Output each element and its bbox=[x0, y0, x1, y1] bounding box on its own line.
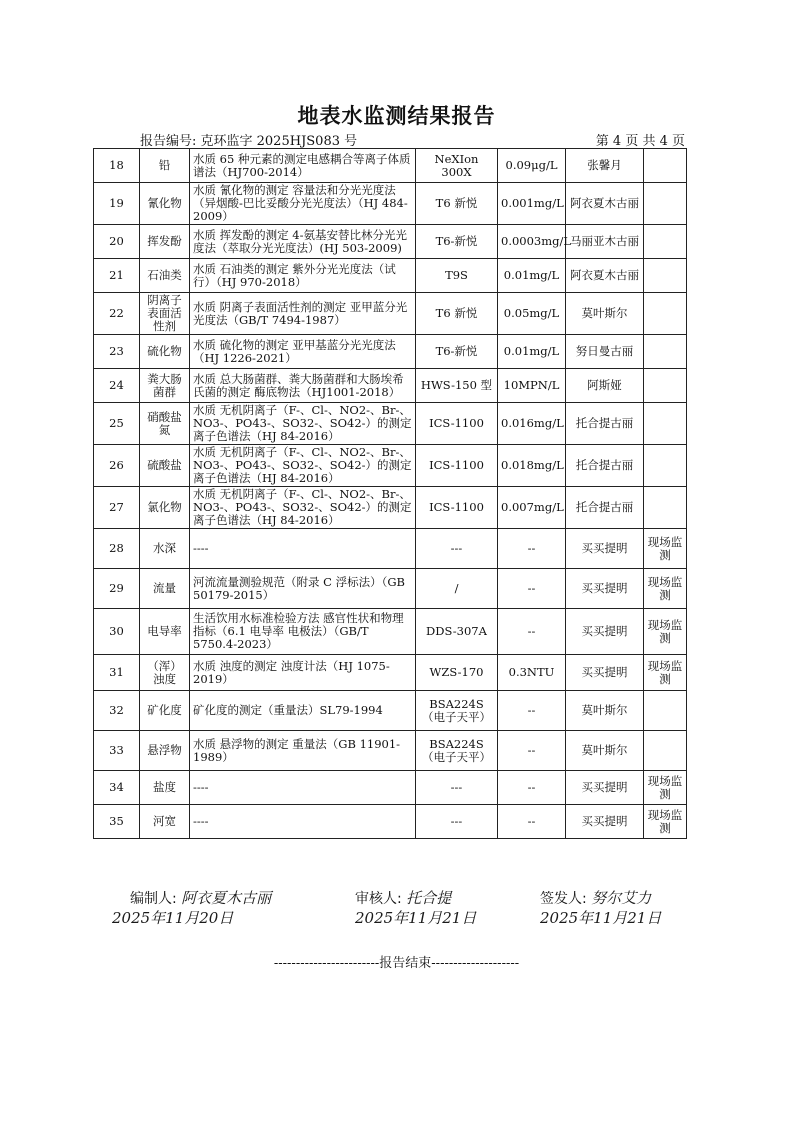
test-method-cell: 水质 无机阴离子（F-、Cl-、NO2-、Br-、NO3-、PO43-、SO32-、SO42-）的测定 离子色谱法（HJ 84-2016） bbox=[190, 403, 416, 445]
row-number-cell: 22 bbox=[94, 293, 140, 335]
analyst-cell: 买买提明 bbox=[566, 569, 644, 609]
row-number-cell: 29 bbox=[94, 569, 140, 609]
analyst-cell: 张馨月 bbox=[566, 149, 644, 183]
table-row bbox=[94, 487, 687, 529]
analyst-cell: 莫叶斯尔 bbox=[566, 691, 644, 731]
remark-cell bbox=[644, 403, 687, 445]
test-method-cell: 水质 挥发酚的测定 4-氨基安替比林分光光度法（萃取分光光度法）(HJ 503-2009) bbox=[190, 225, 416, 259]
test-method-cell: 河流流量测验规范（附录 C 浮标法）（GB 50179-2015） bbox=[190, 569, 416, 609]
analyst-cell: 买买提明 bbox=[566, 805, 644, 839]
detection-limit-cell: -- bbox=[498, 569, 566, 609]
test-method-cell: 水质 65 种元素的测定电感耦合等离子体质谱法（HJ700-2014） bbox=[190, 149, 416, 183]
parameter-name-cell: 矿化度 bbox=[140, 691, 190, 731]
remark-cell bbox=[644, 293, 687, 335]
row-number-cell: 28 bbox=[94, 529, 140, 569]
table-row bbox=[94, 805, 687, 839]
instrument-cell: ICS-1100 bbox=[416, 403, 498, 445]
detection-limit-cell: 0.05mg/L bbox=[498, 293, 566, 335]
test-method-cell: 水质 硫化物的测定 亚甲基蓝分光光度法（HJ 1226-2021） bbox=[190, 335, 416, 369]
detection-limit-cell: 0.0003mg/L bbox=[498, 225, 566, 259]
row-number-cell: 26 bbox=[94, 445, 140, 487]
parameter-name-cell: 铅 bbox=[140, 149, 190, 183]
parameter-name-cell: 硝酸盐氮 bbox=[140, 403, 190, 445]
detection-limit-cell: 0.3NTU bbox=[498, 655, 566, 691]
instrument-cell: / bbox=[416, 569, 498, 609]
remark-cell: 现场监测 bbox=[644, 805, 687, 839]
instrument-cell: WZS-170 bbox=[416, 655, 498, 691]
row-number-cell: 24 bbox=[94, 369, 140, 403]
instrument-cell: T6 新悦 bbox=[416, 183, 498, 225]
test-method-cell: 水质 悬浮物的测定 重量法（GB 11901-1989） bbox=[190, 731, 416, 771]
table-row bbox=[94, 691, 687, 731]
analyst-cell: 托合提古丽 bbox=[566, 403, 644, 445]
table-row bbox=[94, 445, 687, 487]
test-method-cell: 水质 阴离子表面活性剂的测定 亚甲蓝分光光度法（GB/T 7494-1987） bbox=[190, 293, 416, 335]
row-number-cell: 23 bbox=[94, 335, 140, 369]
reviewer-date: 2025年11月21日 bbox=[355, 909, 477, 927]
issuer-label: 签发人: bbox=[540, 891, 587, 907]
parameter-name-cell: 流量 bbox=[140, 569, 190, 609]
test-method-cell: 水质 总大肠菌群、粪大肠菌群和大肠埃希氏菌的测定 酶底物法（HJ1001-2018） bbox=[190, 369, 416, 403]
instrument-cell: HWS-150 型 bbox=[416, 369, 498, 403]
parameter-name-cell: 悬浮物 bbox=[140, 731, 190, 771]
page-indicator: 第 4 页 共 4 页 bbox=[595, 134, 685, 149]
analyst-cell: 买买提明 bbox=[566, 529, 644, 569]
remark-cell bbox=[644, 691, 687, 731]
compiler-label: 编制人: bbox=[130, 891, 177, 907]
remark-cell bbox=[644, 149, 687, 183]
analyst-cell: 买买提明 bbox=[566, 771, 644, 805]
reviewer-signature: 托合提 bbox=[406, 889, 452, 907]
parameter-name-cell: 石油类 bbox=[140, 259, 190, 293]
detection-limit-cell: 0.001mg/L bbox=[498, 183, 566, 225]
instrument-cell: T6-新悦 bbox=[416, 225, 498, 259]
instrument-cell: ICS-1100 bbox=[416, 445, 498, 487]
analyst-cell: 买买提明 bbox=[566, 655, 644, 691]
parameter-name-cell: 氰化物 bbox=[140, 183, 190, 225]
instrument-cell: --- bbox=[416, 771, 498, 805]
parameter-name-cell: 硫酸盐 bbox=[140, 445, 190, 487]
parameter-name-cell: 硫化物 bbox=[140, 335, 190, 369]
results-table bbox=[93, 148, 687, 839]
compiler-date: 2025年11月20日 bbox=[112, 909, 234, 927]
remark-cell bbox=[644, 731, 687, 771]
analyst-cell: 马丽亚木古丽 bbox=[566, 225, 644, 259]
detection-limit-cell: 0.09μg/L bbox=[498, 149, 566, 183]
table-row bbox=[94, 183, 687, 225]
detection-limit-cell: -- bbox=[498, 609, 566, 655]
table-row bbox=[94, 225, 687, 259]
instrument-cell: BSA224S（电子天平） bbox=[416, 731, 498, 771]
remark-cell: 现场监测 bbox=[644, 771, 687, 805]
row-number-cell: 25 bbox=[94, 403, 140, 445]
instrument-cell: T6-新悦 bbox=[416, 335, 498, 369]
detection-limit-cell: 0.016mg/L bbox=[498, 403, 566, 445]
detection-limit-cell: 0.018mg/L bbox=[498, 445, 566, 487]
row-number-cell: 19 bbox=[94, 183, 140, 225]
remark-cell bbox=[644, 369, 687, 403]
analyst-cell: 莫叶斯尔 bbox=[566, 731, 644, 771]
reviewer-label: 审核人: bbox=[355, 891, 402, 907]
table-row bbox=[94, 609, 687, 655]
compiler-signature: 阿衣夏木古丽 bbox=[181, 889, 272, 907]
remark-cell bbox=[644, 335, 687, 369]
row-number-cell: 32 bbox=[94, 691, 140, 731]
parameter-name-cell: 水深 bbox=[140, 529, 190, 569]
detection-limit-cell: 0.007mg/L bbox=[498, 487, 566, 529]
row-number-cell: 35 bbox=[94, 805, 140, 839]
table-row bbox=[94, 569, 687, 609]
table-row bbox=[94, 731, 687, 771]
parameter-name-cell: 粪大肠菌群 bbox=[140, 369, 190, 403]
detection-limit-cell: -- bbox=[498, 691, 566, 731]
detection-limit-cell: -- bbox=[498, 731, 566, 771]
test-method-cell: 水质 无机阴离子（F-、Cl-、NO2-、Br-、NO3-、PO43-、SO32-、SO42-）的测定 离子色谱法（HJ 84-2016） bbox=[190, 487, 416, 529]
remark-cell bbox=[644, 487, 687, 529]
row-number-cell: 31 bbox=[94, 655, 140, 691]
test-method-cell: 生活饮用水标准检验方法 感官性状和物理指标（6.1 电导率 电极法）（GB/T 5750.4-2023） bbox=[190, 609, 416, 655]
instrument-cell: --- bbox=[416, 805, 498, 839]
analyst-cell: 阿斯娅 bbox=[566, 369, 644, 403]
instrument-cell: ICS-1100 bbox=[416, 487, 498, 529]
table-row bbox=[94, 403, 687, 445]
reviewer-signature-block bbox=[355, 887, 451, 908]
parameter-name-cell: 河宽 bbox=[140, 805, 190, 839]
row-number-cell: 33 bbox=[94, 731, 140, 771]
analyst-cell: 托合提古丽 bbox=[566, 445, 644, 487]
table-row bbox=[94, 771, 687, 805]
row-number-cell: 20 bbox=[94, 225, 140, 259]
test-method-cell: 水质 氰化物的测定 容量法和分光光度法（异烟酸-巴比妥酸分光光度法）（HJ 484-2009） bbox=[190, 183, 416, 225]
table-row bbox=[94, 149, 687, 183]
test-method-cell: ---- bbox=[190, 529, 416, 569]
report-number: 报告编号: 克环监字 2025HJS083 号 bbox=[140, 134, 358, 149]
remark-cell: 现场监测 bbox=[644, 609, 687, 655]
test-method-cell: 水质 浊度的测定 浊度计法（HJ 1075-2019） bbox=[190, 655, 416, 691]
parameter-name-cell: （浑）浊度 bbox=[140, 655, 190, 691]
row-number-cell: 18 bbox=[94, 149, 140, 183]
analyst-cell: 莫叶斯尔 bbox=[566, 293, 644, 335]
issuer-signature-block bbox=[540, 887, 651, 908]
remark-cell: 现场监测 bbox=[644, 569, 687, 609]
analyst-cell: 阿衣夏木古丽 bbox=[566, 259, 644, 293]
report-end-marker: ------------------------报告结束-------------------- bbox=[273, 956, 520, 971]
remark-cell bbox=[644, 445, 687, 487]
instrument-cell: DDS-307A bbox=[416, 609, 498, 655]
test-method-cell: 水质 石油类的测定 紫外分光光度法（试行）（HJ 970-2018） bbox=[190, 259, 416, 293]
table-row bbox=[94, 369, 687, 403]
row-number-cell: 30 bbox=[94, 609, 140, 655]
row-number-cell: 34 bbox=[94, 771, 140, 805]
compiler-signature-block bbox=[130, 887, 271, 908]
table-row bbox=[94, 529, 687, 569]
report-title: 地表水监测结果报告 bbox=[297, 104, 496, 128]
detection-limit-cell: 10MPN/L bbox=[498, 369, 566, 403]
table-row bbox=[94, 259, 687, 293]
remark-cell: 现场监测 bbox=[644, 529, 687, 569]
instrument-cell: NeXIon 300X bbox=[416, 149, 498, 183]
remark-cell bbox=[644, 183, 687, 225]
table-row bbox=[94, 335, 687, 369]
instrument-cell: T9S bbox=[416, 259, 498, 293]
test-method-cell: ---- bbox=[190, 805, 416, 839]
row-number-cell: 21 bbox=[94, 259, 140, 293]
test-method-cell: ---- bbox=[190, 771, 416, 805]
remark-cell: 现场监测 bbox=[644, 655, 687, 691]
detection-limit-cell: -- bbox=[498, 771, 566, 805]
parameter-name-cell: 盐度 bbox=[140, 771, 190, 805]
analyst-cell: 托合提古丽 bbox=[566, 487, 644, 529]
parameter-name-cell: 电导率 bbox=[140, 609, 190, 655]
detection-limit-cell: -- bbox=[498, 529, 566, 569]
test-method-cell: 水质 无机阴离子（F-、Cl-、NO2-、Br-、NO3-、PO43-、SO32-、SO42-）的测定 离子色谱法（HJ 84-2016） bbox=[190, 445, 416, 487]
issuer-signature: 努尔艾力 bbox=[591, 889, 652, 907]
test-method-cell: 矿化度的测定（重量法）SL79-1994 bbox=[190, 691, 416, 731]
table-row bbox=[94, 293, 687, 335]
detection-limit-cell: 0.01mg/L bbox=[498, 335, 566, 369]
instrument-cell: BSA224S（电子天平） bbox=[416, 691, 498, 731]
detection-limit-cell: -- bbox=[498, 805, 566, 839]
remark-cell bbox=[644, 225, 687, 259]
issuer-date: 2025年11月21日 bbox=[540, 909, 662, 927]
remark-cell bbox=[644, 259, 687, 293]
row-number-cell: 27 bbox=[94, 487, 140, 529]
parameter-name-cell: 挥发酚 bbox=[140, 225, 190, 259]
detection-limit-cell: 0.01mg/L bbox=[498, 259, 566, 293]
analyst-cell: 阿衣夏木古丽 bbox=[566, 183, 644, 225]
parameter-name-cell: 阴离子表面活性剂 bbox=[140, 293, 190, 335]
table-row bbox=[94, 655, 687, 691]
instrument-cell: --- bbox=[416, 529, 498, 569]
analyst-cell: 买买提明 bbox=[566, 609, 644, 655]
analyst-cell: 努日曼古丽 bbox=[566, 335, 644, 369]
instrument-cell: T6 新悦 bbox=[416, 293, 498, 335]
parameter-name-cell: 氯化物 bbox=[140, 487, 190, 529]
